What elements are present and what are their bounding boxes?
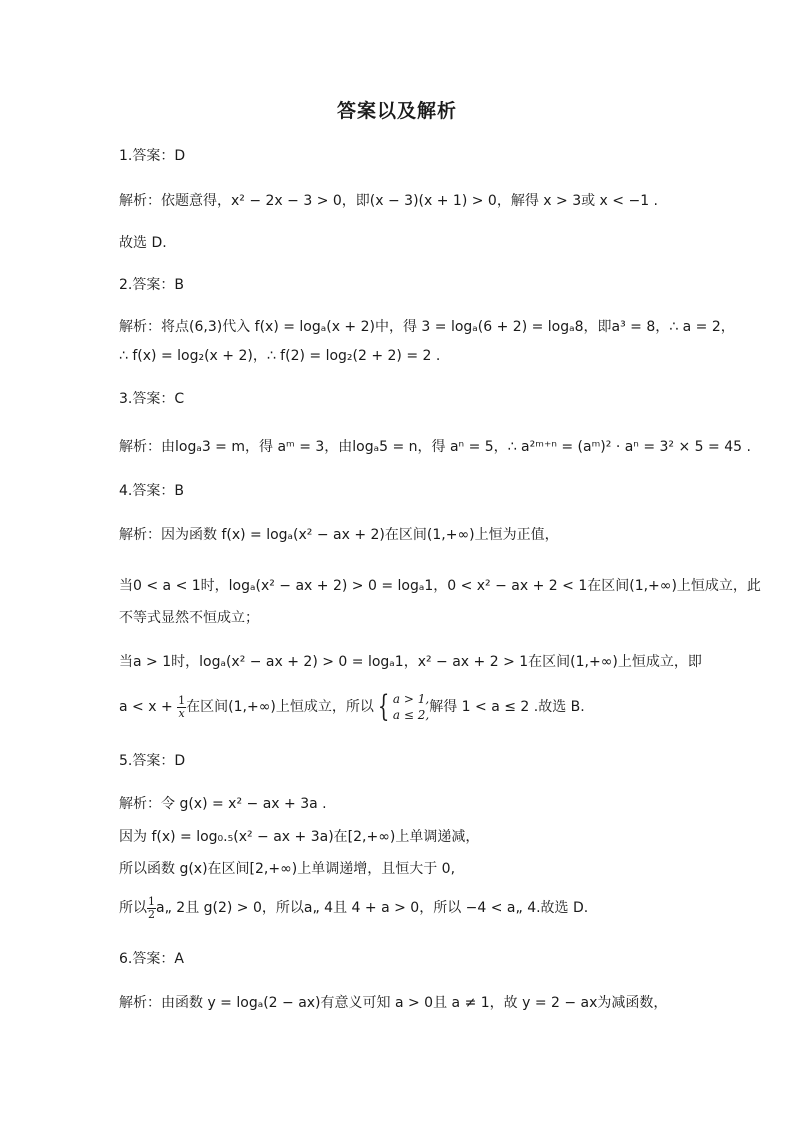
answer-2: 2.答案：B (119, 277, 184, 293)
inequality-text: a < x + (119, 699, 178, 715)
explanation-2-line-1: 解析：将点(6,3)代入 f(x) = logₐ(x + 2)中，得 3 = logₐ(6 + 2) = logₐ8，即a³ = 8，∴ a = 2， (119, 319, 735, 335)
explanation-1: 解析：依题意得，x² − 2x − 3 > 0，即(x − 3)(x + 1) > 0，解得 x > 3或 x < −1 . (119, 193, 659, 209)
conclusion-1: 故选 D. (119, 235, 167, 251)
fraction (147, 896, 156, 921)
explanation-4-line-1: 解析：因为函数 f(x) = logₐ(x² − ax + 2)在区间(1,+∞)上恒为正值， (119, 527, 559, 543)
explanation-5-line-4 (119, 892, 588, 924)
fraction-denominator: 2 (148, 907, 155, 921)
inequality-system (393, 691, 429, 723)
system-line-1: a > 1, (392, 692, 430, 706)
explanation-6: 解析：由函数 y = logₐ(2 − ax)有意义可知 a > 0且 a ≠ 1，故 y = 2 − ax为减函数， (119, 995, 668, 1011)
answer-6: 6.答案：A (119, 951, 184, 967)
explanation-4-line-2: 当0 < a < 1时，logₐ(x² − ax + 2) > 0 = logₐ1，0 < x² − ax + 2 < 1在区间(1,+∞)上恒成立，此 (119, 578, 761, 594)
explanation-4-line-3: 不等式显然不恒成立； (119, 610, 259, 626)
result-text: 解得 1 < a ≤ 2 .故选 B. (429, 699, 585, 715)
page-title: 答案以及解析 (336, 100, 457, 122)
fraction-numerator: 1 (178, 693, 186, 707)
explanation-4-line-5 (119, 688, 585, 726)
answer-1: 1.答案：D (119, 148, 186, 164)
fraction-numerator: 1 (148, 894, 155, 908)
result-text: a„ 2且 g(2) > 0，所以a„ 4且 4 + a > 0，所以 −4 < a„ 4.故选 D. (156, 900, 589, 916)
answer-4: 4.答案：B (119, 483, 184, 499)
fraction-denominator: x (178, 706, 185, 720)
explanation-2-line-2: ∴ f(x) = log₂(x + 2)，∴ f(2) = log₂(2 + 2) = 2 . (119, 348, 441, 364)
explanation-3: 解析：由logₐ3 = m，得 aᵐ = 3，由logₐ5 = n，得 aⁿ = 5，∴ a²ᵐ⁺ⁿ = (aᵐ)² · aⁿ = 3² × 5 = 45 . (119, 439, 751, 455)
explanation-5-line-3: 所以函数 g(x)在区间[2,+∞)上单调递增，且恒大于 0, (119, 861, 456, 877)
answer-3: 3.答案：C (119, 391, 185, 407)
explanation-4-line-4: 当a > 1时，logₐ(x² − ax + 2) > 0 = logₐ1，x² − ax + 2 > 1在区间(1,+∞)上恒成立，即 (119, 654, 702, 670)
system-line-2: a ≤ 2, (392, 708, 430, 722)
answer-5: 5.答案：D (119, 753, 186, 769)
brace-icon: { (377, 689, 390, 724)
explanation-5-line-2: 因为 f(x) = log₀.₅(x² − ax + 3a)在[2,+∞)上单调递减， (119, 829, 480, 845)
explanation-5-line-1: 解析：令 g(x) = x² − ax + 3a . (119, 796, 327, 812)
so-text: 所以 (119, 900, 147, 916)
condition-text: 在区间(1,+∞)上恒成立，所以 (186, 699, 374, 715)
fraction (177, 695, 186, 720)
